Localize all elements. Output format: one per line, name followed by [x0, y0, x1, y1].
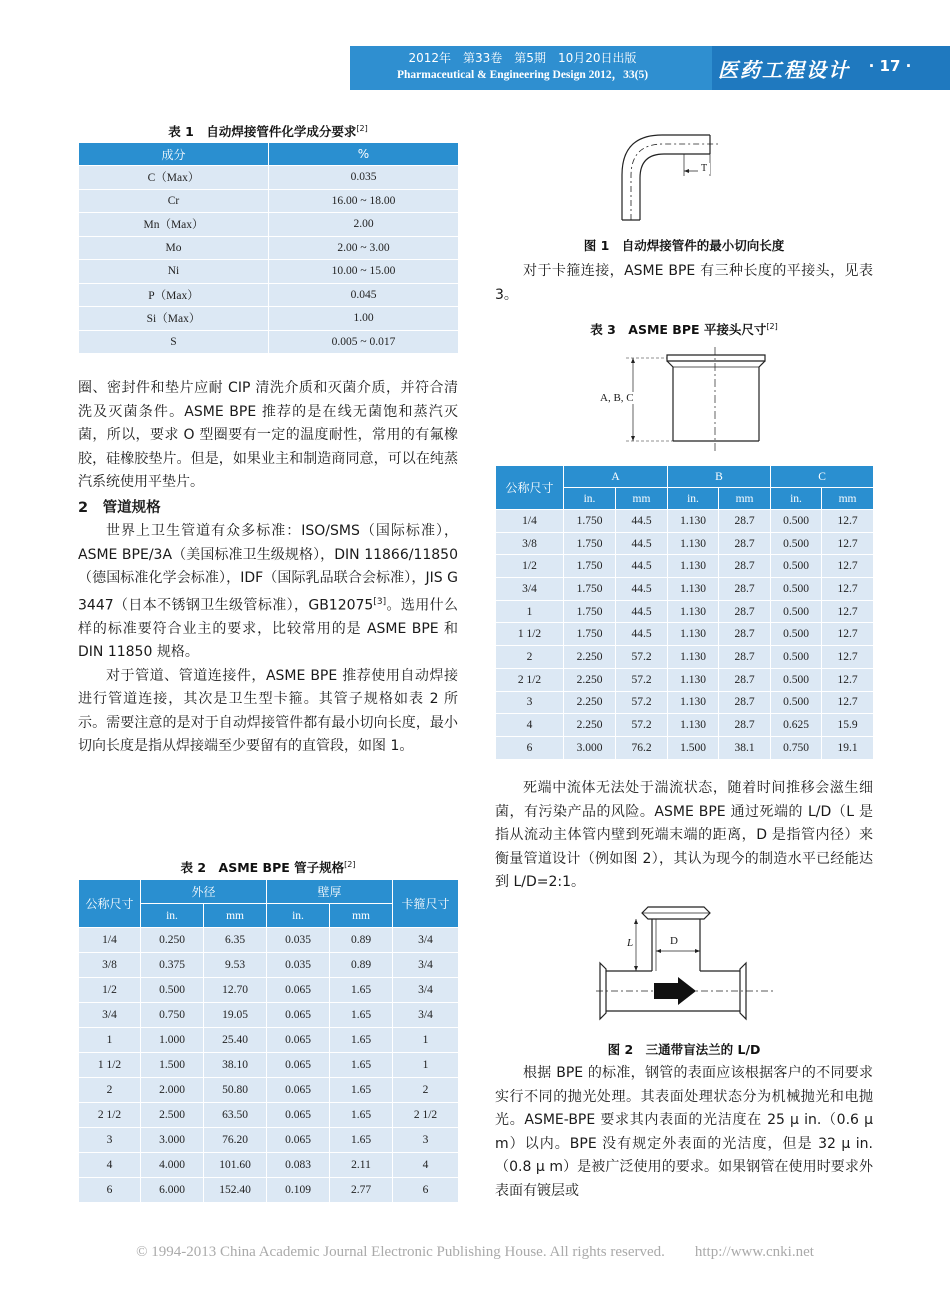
table-cell: 1.750	[564, 578, 616, 601]
table-cell: 0.500	[771, 691, 822, 714]
unit-mm: mm	[330, 904, 393, 928]
table-cell: 1.750	[564, 510, 616, 533]
table-cell: 2.11	[330, 1153, 393, 1178]
table-cell: 57.2	[616, 646, 668, 669]
table-cell: 16.00 ~ 18.00	[269, 189, 459, 213]
table-cell: 28.7	[719, 714, 771, 737]
table-cell: 2	[393, 1078, 459, 1103]
table-cell: 1/2	[496, 555, 564, 578]
table-cell: 0.065	[267, 1053, 330, 1078]
table1-body	[79, 166, 459, 354]
table-cell: 1.750	[564, 623, 616, 646]
table-cell: 1.130	[668, 578, 719, 601]
unit-in: in.	[668, 488, 719, 510]
table-row	[79, 166, 459, 190]
table-cell: 12.7	[822, 600, 874, 623]
table-cell: 3	[496, 691, 564, 714]
paragraph: 根据 BPE 的标准，钢管的表面应该根据客户的不同要求实行不同的抛光处理。其表面处理状态分为机械抛光和电抛光。ASME-BPE 要求其内表面的光洁度在 25 μ in.（0.6 μ m）以内。BPE 没有规定外表面的光洁度，但是 32 μ in.（0.8 μ m）是被广泛使用的要求。如果钢管在使用时要求外表面有镀层或	[495, 1065, 873, 1199]
table-cell: 44.5	[616, 600, 668, 623]
table-cell: 3/4	[393, 978, 459, 1003]
table-cell: 44.5	[616, 532, 668, 555]
table2-header-nominal: 公称尺寸	[79, 880, 141, 928]
table-cell: 0.500	[771, 623, 822, 646]
table-row	[496, 532, 874, 555]
table-cell: 0.500	[771, 532, 822, 555]
table-cell: 1.65	[330, 1103, 393, 1128]
table3-header-b: B	[668, 466, 771, 488]
table-cell: 38.10	[204, 1053, 267, 1078]
table-cell: 4	[496, 714, 564, 737]
table-cell: 0.045	[269, 283, 459, 307]
table-cell: 3/8	[496, 532, 564, 555]
table-cell: 1	[393, 1028, 459, 1053]
table-cell: 1.750	[564, 600, 616, 623]
table-cell: 3/8	[79, 953, 141, 978]
table-row	[496, 555, 874, 578]
table2	[78, 879, 459, 1203]
table-cell: 28.7	[719, 578, 771, 601]
table-cell: 28.7	[719, 646, 771, 669]
table-cell: 2 1/2	[79, 1103, 141, 1128]
table2-header-wall: 壁厚	[267, 880, 393, 904]
table-cell: 76.2	[616, 736, 668, 759]
table-cell: 1.00	[269, 307, 459, 331]
table-cell: 3/4	[79, 1003, 141, 1028]
table-cell: Si（Max）	[79, 307, 269, 331]
table-cell: 2 1/2	[393, 1103, 459, 1128]
unit-mm: mm	[204, 904, 267, 928]
table-cell: 0.375	[141, 953, 204, 978]
table-cell: 63.50	[204, 1103, 267, 1128]
table-cell: 2	[79, 1078, 141, 1103]
table-cell: 1.65	[330, 1028, 393, 1053]
table-cell: 1/4	[496, 510, 564, 533]
table-cell: P（Max）	[79, 283, 269, 307]
table1-caption: 表 1 自动焊接管件化学成分要求[2]	[168, 123, 368, 139]
table-cell: 19.05	[204, 1003, 267, 1028]
table-cell: 44.5	[616, 510, 668, 533]
table-cell: 44.5	[616, 623, 668, 646]
table-cell: 25.40	[204, 1028, 267, 1053]
table-cell: 12.7	[822, 623, 874, 646]
table-cell: 1.130	[668, 600, 719, 623]
table-cell: 1.000	[141, 1028, 204, 1053]
table-row	[79, 1078, 459, 1103]
paragraph: 对于管道、管道连接件，ASME BPE 推荐使用自动焊接进行管道连接，其次是卫生型卡箍。其管子规格如表 2 所示。需要注意的是对于自动焊接管件都有最小切向长度，最小切向长度是指从焊接端至少要留有的直管段，如图 1。	[78, 667, 458, 755]
table-row	[79, 213, 459, 237]
table-cell: 1.130	[668, 646, 719, 669]
table-cell: 6.35	[204, 928, 267, 953]
table-cell: 3/4	[393, 953, 459, 978]
table-cell: 1/4	[79, 928, 141, 953]
table-cell: 1.130	[668, 668, 719, 691]
table-cell: 3.000	[141, 1128, 204, 1153]
table-cell: 0.500	[771, 510, 822, 533]
table-cell: 3/4	[393, 1003, 459, 1028]
unit-mm: mm	[822, 488, 874, 510]
table-cell: 1 1/2	[496, 623, 564, 646]
table-row	[79, 1028, 459, 1053]
table-cell: 0.250	[141, 928, 204, 953]
table-cell: 3	[79, 1128, 141, 1153]
table-cell: 0.500	[141, 978, 204, 1003]
table-cell: 0.035	[269, 166, 459, 190]
table-cell: C（Max）	[79, 166, 269, 190]
table-cell: 1.65	[330, 978, 393, 1003]
table-cell: 0.005 ~ 0.017	[269, 330, 459, 354]
table-cell: 12.7	[822, 691, 874, 714]
table-cell: 12.7	[822, 668, 874, 691]
table-cell: 15.9	[822, 714, 874, 737]
table-cell: Ni	[79, 260, 269, 284]
journal-name: 医药工程设计	[718, 58, 850, 82]
paragraph: 死端中流体无法处于湍流状态，随着时间推移会滋生细菌，有污染产品的风险。ASME BPE 通过死端的 L/D（L 是指从流动主体管内壁到死端末端的距离，D 是指管内径）来衡量管道设计（例如图 2），其认为现今的制造水平已经能达到 L/D=2:1。	[495, 780, 873, 890]
figure1-caption: 图 1 自动焊接管件的最小切向长度	[583, 238, 785, 253]
table-cell: 4	[79, 1153, 141, 1178]
table-cell: 12.7	[822, 555, 874, 578]
table-cell: 2.00 ~ 3.00	[269, 236, 459, 260]
table3-header-c: C	[771, 466, 874, 488]
table-cell: 0.500	[771, 555, 822, 578]
figure2-label-l: L	[627, 937, 634, 949]
table-cell: 6	[79, 1178, 141, 1203]
table3-header-a: A	[564, 466, 668, 488]
table3-body	[496, 510, 874, 760]
unit-in: in.	[771, 488, 822, 510]
ferrule-dimension-label: A, B, C	[600, 392, 656, 404]
table-cell: 101.60	[204, 1153, 267, 1178]
left-column-text	[78, 377, 458, 759]
table-cell: 0.035	[267, 928, 330, 953]
table-row	[79, 330, 459, 354]
table-cell: 2.250	[564, 714, 616, 737]
table-cell: Mo	[79, 236, 269, 260]
table-cell: 1	[79, 1028, 141, 1053]
table-cell: 1.130	[668, 555, 719, 578]
journal-english-info: Pharmaceutical & Engineering Design 2012，33(5)	[396, 69, 649, 81]
table-cell: 0.065	[267, 1103, 330, 1128]
figure1-label-t: T	[698, 163, 710, 174]
table-cell: 0.500	[771, 668, 822, 691]
table-cell: 2	[496, 646, 564, 669]
table-cell: 0.750	[771, 736, 822, 759]
table-cell: 2 1/2	[496, 668, 564, 691]
unit-in: in.	[141, 904, 204, 928]
table-row	[79, 1003, 459, 1028]
table-cell: 19.1	[822, 736, 874, 759]
table-row	[79, 1128, 459, 1153]
table3	[495, 465, 874, 760]
table-row	[79, 307, 459, 331]
table-cell: 57.2	[616, 714, 668, 737]
table-cell: 1.130	[668, 714, 719, 737]
table-cell: 28.7	[719, 600, 771, 623]
table-cell: 28.7	[719, 555, 771, 578]
table-row	[79, 978, 459, 1003]
table-cell: 2.000	[141, 1078, 204, 1103]
table-cell: 2.250	[564, 691, 616, 714]
table-cell: Mn（Max）	[79, 213, 269, 237]
figure2-label-d: D	[670, 935, 678, 947]
table-cell: 0.065	[267, 1028, 330, 1053]
table-row	[496, 578, 874, 601]
table-row	[79, 1053, 459, 1078]
copyright-footer: © 1994-2013 China Academic Journal Electronic Publishing House. All rights reserved. http://www.cnki.net	[136, 1244, 814, 1260]
table-cell: Cr	[79, 189, 269, 213]
table-row	[496, 623, 874, 646]
figure1-elbow-drawing	[600, 120, 750, 225]
table-cell: 12.7	[822, 532, 874, 555]
table3-header-nominal: 公称尺寸	[496, 466, 564, 510]
table-row	[79, 260, 459, 284]
table-cell: 6.000	[141, 1178, 204, 1203]
table-cell: 28.7	[719, 532, 771, 555]
table-row	[496, 668, 874, 691]
table-cell: 0.109	[267, 1178, 330, 1203]
table-cell: 0.065	[267, 978, 330, 1003]
table-cell: 12.7	[822, 510, 874, 533]
table-cell: 0.065	[267, 1003, 330, 1028]
table1-header-percent: %	[269, 143, 459, 166]
table-cell: 0.750	[141, 1003, 204, 1028]
table-cell: 10.00 ~ 15.00	[269, 260, 459, 284]
table-cell: 12.7	[822, 646, 874, 669]
table-cell: 38.1	[719, 736, 771, 759]
table-cell: 0.89	[330, 928, 393, 953]
table-row	[79, 1103, 459, 1128]
figure2-tee-drawing	[596, 905, 776, 1030]
table-cell: 44.5	[616, 555, 668, 578]
table-cell: 9.53	[204, 953, 267, 978]
table-cell: 1.65	[330, 1003, 393, 1028]
table-cell: 3	[393, 1128, 459, 1153]
table-row	[79, 928, 459, 953]
table-cell: 1.750	[564, 555, 616, 578]
table-cell: 12.70	[204, 978, 267, 1003]
figure2-caption: 图 2 三通带盲法兰的 L/D	[607, 1042, 761, 1057]
unit-mm: mm	[719, 488, 771, 510]
table-cell: 3.000	[564, 736, 616, 759]
table-cell: 57.2	[616, 668, 668, 691]
table-cell: 12.7	[822, 578, 874, 601]
table-cell: 0.89	[330, 953, 393, 978]
table-cell: 152.40	[204, 1178, 267, 1203]
table-cell: 0.065	[267, 1128, 330, 1153]
unit-in: in.	[267, 904, 330, 928]
table1	[78, 142, 459, 354]
table-cell: 0.035	[267, 953, 330, 978]
table-cell: 1.130	[668, 623, 719, 646]
table-cell: 0.625	[771, 714, 822, 737]
table2-header-clamp: 卡箍尺寸	[393, 880, 459, 928]
unit-mm: mm	[616, 488, 668, 510]
table2-header-od: 外径	[141, 880, 267, 904]
paragraph: 圈、密封件和垫片应耐 CIP 清洗介质和灭菌介质，并符合清洗及灭菌条件。ASME BPE 推荐的是在线无菌饱和蒸汽灭菌，所以，要求 O 型圈要有一定的温度耐性，常用的有氟橡胶，硅橡胶垫片。但是，如果业主和制造商同意，可以在纯蒸汽系统使用平垫片。	[78, 380, 458, 490]
issue-info: 2012年 第33卷 第5期 10月20日出版	[408, 51, 637, 65]
table-cell: 28.7	[719, 623, 771, 646]
table-cell: 28.7	[719, 668, 771, 691]
table-row	[496, 714, 874, 737]
table-cell: 0.083	[267, 1153, 330, 1178]
table-cell: 50.80	[204, 1078, 267, 1103]
table-cell: 4.000	[141, 1153, 204, 1178]
table-row	[79, 1153, 459, 1178]
table-row	[496, 691, 874, 714]
table-row	[496, 736, 874, 759]
table-row	[79, 236, 459, 260]
table-cell: 1.65	[330, 1128, 393, 1153]
table-cell: 76.20	[204, 1128, 267, 1153]
table-cell: 1	[393, 1053, 459, 1078]
table-cell: 1.130	[668, 691, 719, 714]
table-cell: 1.65	[330, 1078, 393, 1103]
table-cell: 3/4	[393, 928, 459, 953]
table-row	[79, 189, 459, 213]
table-row	[79, 953, 459, 978]
table-row	[496, 600, 874, 623]
table-cell: 57.2	[616, 691, 668, 714]
table-cell: 1.500	[141, 1053, 204, 1078]
table3-caption: 表 3 ASME BPE 平接头尺寸[2]	[590, 321, 778, 337]
table-cell: 6	[496, 736, 564, 759]
table-cell: 28.7	[719, 691, 771, 714]
table-cell: 1 1/2	[79, 1053, 141, 1078]
table-cell: 6	[393, 1178, 459, 1203]
table-cell: 0.500	[771, 646, 822, 669]
table-cell: 1.65	[330, 1053, 393, 1078]
paragraph: 世界上卫生管道有众多标准：ISO/SMS（国际标准），ASME BPE/3A（美国标准卫生级规格），DIN 11866/11850（德国标准化学会标准），IDF（国际乳品联合会标准），JIS G 3447（日本不锈钢卫生级管标准），GB12075[3]。选用什么样的标准要符合业主的要求，比较常用的是 ASME BPE 和 DIN 11850 规格。	[78, 523, 458, 661]
table-cell: 1.500	[668, 736, 719, 759]
unit-in: in.	[564, 488, 616, 510]
table-cell: 0.065	[267, 1078, 330, 1103]
table-cell: 1.130	[668, 510, 719, 533]
table-cell: 2.00	[269, 213, 459, 237]
table-cell: 0.500	[771, 600, 822, 623]
table-cell: 28.7	[719, 510, 771, 533]
table-cell: 1	[496, 600, 564, 623]
table-cell: S	[79, 330, 269, 354]
section-heading: 2 管道规格	[78, 499, 161, 516]
table-cell: 3/4	[496, 578, 564, 601]
paragraph: 对于卡箍连接，ASME BPE 有三种长度的平接头，见表 3。	[495, 263, 873, 303]
table-cell: 0.500	[771, 578, 822, 601]
page-number: · 17 ·	[868, 57, 912, 75]
table-cell: 2.77	[330, 1178, 393, 1203]
table-cell: 2.500	[141, 1103, 204, 1128]
table-cell: 1.750	[564, 532, 616, 555]
table-cell: 44.5	[616, 578, 668, 601]
table-row	[79, 1178, 459, 1203]
table-cell: 1/2	[79, 978, 141, 1003]
table2-body	[79, 928, 459, 1203]
table1-header-component: 成分	[79, 143, 269, 166]
table-cell: 4	[393, 1153, 459, 1178]
table-row	[496, 510, 874, 533]
table-cell: 1.130	[668, 532, 719, 555]
table-row	[79, 283, 459, 307]
table-row	[496, 646, 874, 669]
table-cell: 2.250	[564, 646, 616, 669]
table-cell: 2.250	[564, 668, 616, 691]
table2-caption: 表 2 ASME BPE 管子规格[2]	[180, 859, 356, 875]
